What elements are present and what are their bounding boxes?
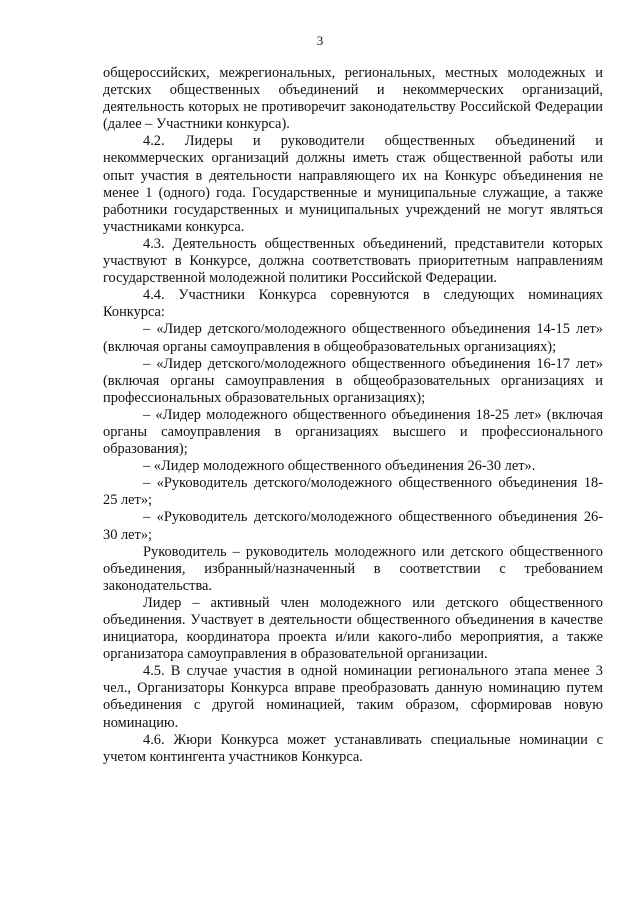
paragraph-4-6: 4.6. Жюри Конкурса может устанавливать специальные номинации с учетом контингента участников Конкурса. [103, 731, 603, 765]
nomination-item: – «Лидер детского/молодежного общественного объединения 16-17 лет» (включая органы самоуправления в общеобразовательных организациях и профессиональных образовательных организациях); [103, 355, 603, 406]
paragraph-4-5: 4.5. В случае участия в одной номинации регионального этапа менее 3 чел., Организаторы Конкурса вправе преобразовать данную номинацию путем объединения с другой номинацией, таким образом, сформировав новую номинацию. [103, 663, 603, 731]
nomination-item: – «Руководитель детского/молодежного общественного объединения 18-25 лет»; [103, 475, 603, 509]
paragraph-4-3: 4.3. Деятельность общественных объединений, представители которых участвуют в Конкурсе, должна соответствовать приоритетным направлениям государственной молодежной политики Российской Федерации. [103, 235, 603, 287]
paragraph-4-4: 4.4. Участники Конкурса соревнуются в следующих номинациях Конкурса: [103, 287, 603, 321]
nomination-item: – «Лидер детского/молодежного общественного объединения 14-15 лет» (включая органы самоуправления в общеобразовательных организациях); [103, 321, 603, 355]
page-number: 3 [316, 33, 324, 48]
paragraph-4-2: 4.2. Лидеры и руководители общественных объединений и некоммерческих организаций должны иметь стаж общественной работы или опыт участия в деятельности направляющего их на Конкурс объединения не менее 1 (одного) года. Государственные и муниципальные служащие, а также работники государственных и муниципальных учреждений не могут являться участниками конкурса. [103, 133, 603, 235]
paragraph-participants-continued: общероссийских, межрегиональных, региональных, местных молодежных и детских общественных объединений и некоммерческих организаций, деятельность которых не противоречит законодательству Российской Федерации (далее – Участники конкурса). [103, 65, 603, 133]
nomination-item: – «Лидер молодежного общественного объединения 26-30 лет». [143, 458, 536, 475]
nomination-item: – «Руководитель детского/молодежного общественного объединения 26-30 лет»; [103, 509, 603, 543]
definition-leader: Лидер – активный член молодежного или детского общественного объединения. Участвует в деятельности общественного объединения в качестве инициатора, координатора проекта и/или какого-либо мероприятия, а также организатора самоуправления в образовательной организации. [103, 594, 603, 663]
document-body [103, 65, 603, 766]
nomination-item: – «Лидер молодежного общественного объединения 18-25 лет» (включая органы самоуправления в организациях высшего и профессионального образования); [103, 406, 603, 458]
definition-leader-head: Руководитель – руководитель молодежного или детского общественного объединения, избранный/назначенный в соответствии с требованием законодательства. [103, 543, 603, 594]
